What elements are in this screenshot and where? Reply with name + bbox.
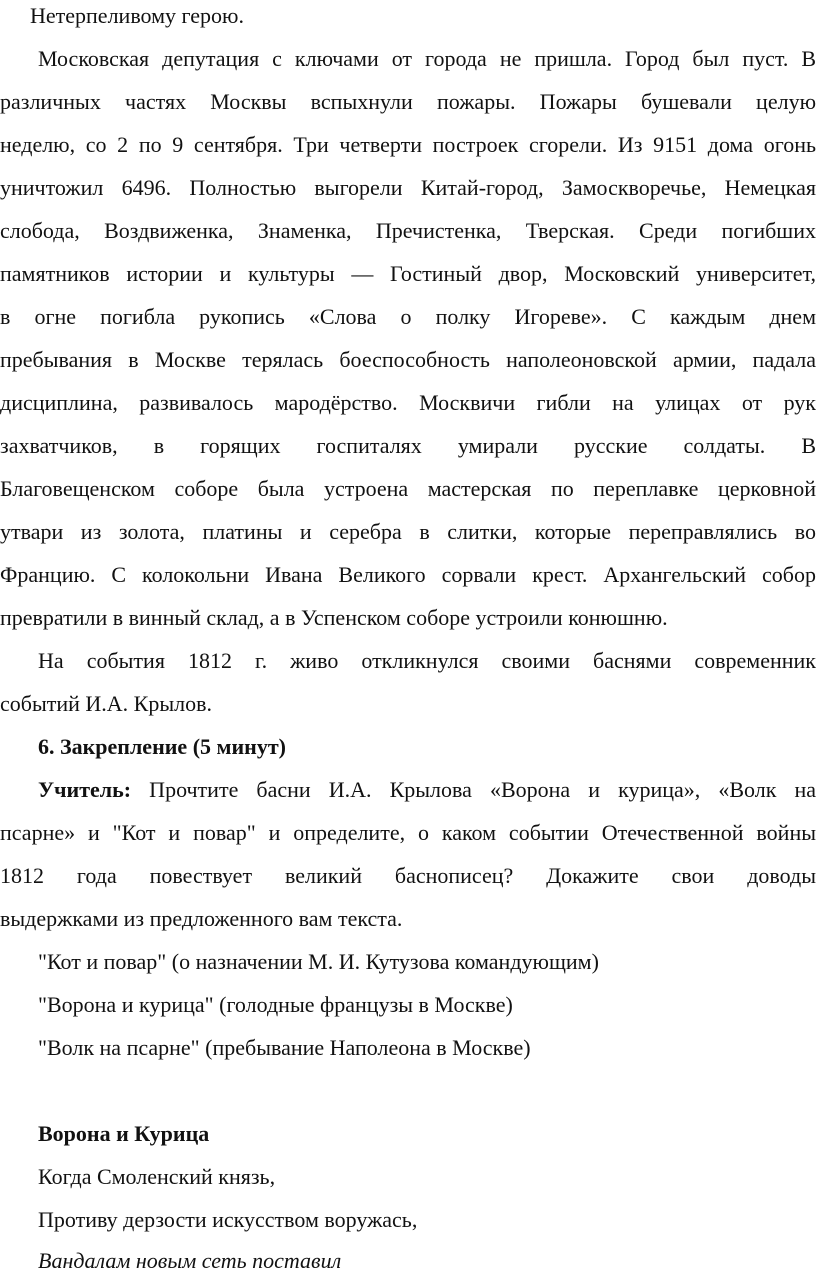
text-line: Благовещенском соборе была устроена мастерская по переплавке церковной xyxy=(0,476,816,501)
text-line: псарне» и "Кот и повар" и определите, о каком событии Отечественной войны xyxy=(0,820,816,845)
teacher-paragraph-first-line: Учитель: Прочтите басни И.А. Крылова «Ворона и курица», «Волк на xyxy=(38,777,816,802)
text-line: утвари из золота, платины и серебра в слитки, которые переправлялись во xyxy=(0,519,816,544)
text-line: в огне погибла рукопись «Слова о полку Игореве». С каждым днем xyxy=(0,304,816,329)
poem-line-italic: Вандалам новым сеть поставил xyxy=(38,1248,342,1273)
text-line: памятников истории и культуры — Гостиный двор, Московский университет, xyxy=(0,261,816,286)
fable-item: "Ворона и курица" (голодные французы в Москве) xyxy=(38,992,513,1017)
poem-line: Когда Смоленский князь, xyxy=(38,1164,276,1189)
text-line: слобода, Воздвиженка, Знаменка, Пречистенка, Тверская. Среди погибших xyxy=(0,218,816,243)
text-line: Францию. С колокольни Ивана Великого сорвали крест. Архангельский собор xyxy=(0,562,816,587)
text-line: Московская депутация с ключами от города не пришла. Город был пуст. В xyxy=(38,46,816,71)
text-line: различных частях Москвы вспыхнули пожары. Пожары бушевали целую xyxy=(0,89,816,114)
text-line: 1812 года повествует великий баснописец? Докажите свои доводы xyxy=(0,863,816,888)
text-line: превратили в винный склад, а в Успенском соборе устроили конюшню. xyxy=(0,605,668,630)
teacher-label: Учитель: xyxy=(38,777,132,802)
fable-item: "Кот и повар" (о назначении М. И. Кутузова командующим) xyxy=(38,949,599,974)
text-line: пребывания в Москве терялась боеспособность наполеоновской армии, падала xyxy=(0,347,816,372)
text-line: Нетерпеливому герою. xyxy=(30,3,244,28)
text-line: дисциплина, развивалось мародёрство. Москвичи гибли на улицах от рук xyxy=(0,390,816,415)
text-line: захватчиков, в горящих госпиталях умирали русские солдаты. В xyxy=(0,433,816,458)
text-line: неделю, со 2 по 9 сентября. Три четверти построек сгорели. Из 9151 дома огонь xyxy=(0,132,816,157)
text-line: уничтожил 6496. Полностью выгорели Китай-город, Замоскворечье, Немецкая xyxy=(0,175,816,200)
section-heading: 6. Закрепление (5 минут) xyxy=(38,734,286,759)
fable-item: "Волк на псарне" (пребывание Наполеона в Москве) xyxy=(38,1035,531,1060)
poem-line: Противу дерзости искусством воружась, xyxy=(38,1207,418,1232)
text-line: событий И.А. Крылов. xyxy=(0,691,212,716)
text-line: На события 1812 г. живо откликнулся своими баснями современник xyxy=(38,648,816,673)
text-line: выдержками из предложенного вам текста. xyxy=(0,906,403,931)
poem-title: Ворона и Курица xyxy=(38,1121,210,1146)
